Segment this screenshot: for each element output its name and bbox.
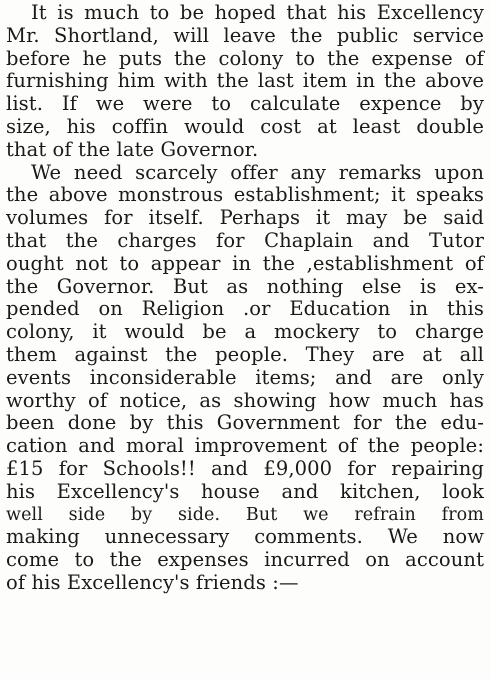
text-line: well side by side. But we refrain from <box>6 504 484 525</box>
text-line: colony, it would be a mockery to charge <box>6 320 484 344</box>
text-line: the Governor. But as nothing else is ex- <box>6 274 484 298</box>
text-line: furnishing him with the last item in the above <box>6 69 484 93</box>
text-line: the above monstrous establishment; it speaks <box>6 183 484 207</box>
text-line: cation and moral improvement of the people: <box>6 434 484 458</box>
text-line: size, his coffin would cost at least double <box>6 114 484 138</box>
text-line: events inconsiderable items; and are only <box>6 365 484 389</box>
text-line: list. If we were to calculate expence by <box>6 92 484 116</box>
text-line: pended on Religion .or Education in this <box>6 297 484 321</box>
text-line: that the charges for Chaplain and Tutor <box>6 228 484 252</box>
text-line: his Excellency's house and kitchen, look <box>6 479 484 503</box>
text-line: been done by this Government for the edu- <box>6 411 484 435</box>
text-line: them against the people. They are at all <box>6 342 484 366</box>
paragraph-1 <box>6 2 484 162</box>
text-line: come to the expenses incurred on account <box>6 548 484 572</box>
text-line: It is much to be hoped that his Excellency <box>31 1 484 24</box>
text-line: volumes for itself. Perhaps it may be said <box>6 206 484 230</box>
paragraph-2 <box>6 162 484 595</box>
text-line: ought not to appear in the ,establishment of <box>6 251 484 275</box>
text-line: worthy of notice, as showing how much has <box>6 388 484 412</box>
article-column <box>6 2 484 595</box>
text-line: £15 for Schools!! and £9,000 for repairing <box>6 456 484 480</box>
text-line: Mr. Shortland, will leave the public service <box>6 23 484 47</box>
text-line: of his Excellency's friends :— <box>6 570 299 594</box>
text-line: We need scarcely offer any remarks upon <box>31 160 484 184</box>
text-line: that of the late Governor. <box>6 137 259 161</box>
text-line: making unnecessary comments. We now <box>6 525 484 549</box>
text-line: before he puts the colony to the expense of <box>6 46 484 70</box>
